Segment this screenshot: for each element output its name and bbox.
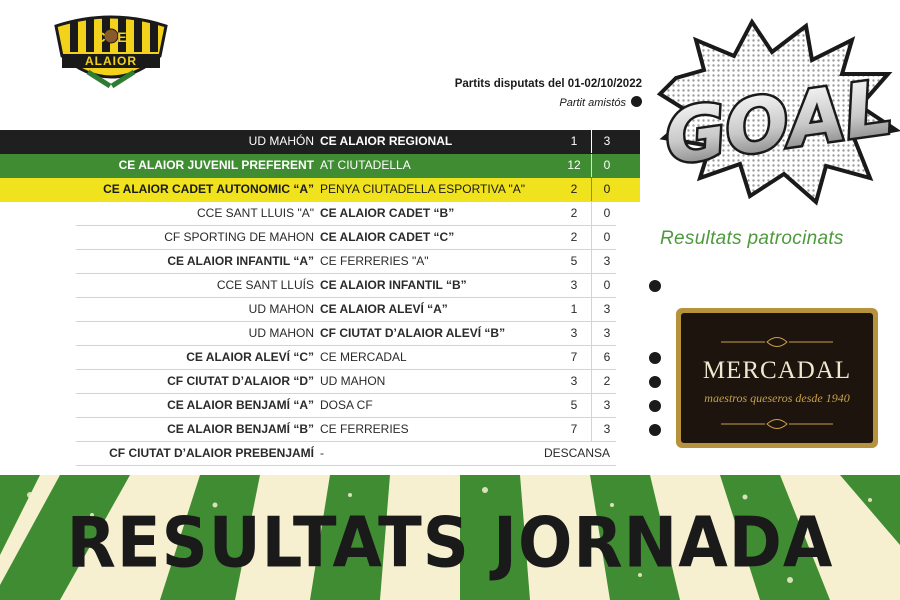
away-team: PENYA CIUTADELLA ESPORTIVA "A" <box>320 182 526 196</box>
goal-word: GOAL <box>659 64 898 182</box>
friendly-match-dot-icon <box>649 352 661 364</box>
home-team: CE ALAIOR BENJAMÍ “B” <box>167 422 314 436</box>
away-team: CE MERCADAL <box>320 350 407 364</box>
away-score: 3 <box>603 134 611 148</box>
away-score: 3 <box>603 302 611 316</box>
score-divider <box>591 322 592 345</box>
home-score: 12 <box>567 158 581 172</box>
score-divider <box>591 250 592 273</box>
home-team: CE ALAIOR ALEVÍ “C” <box>186 350 314 364</box>
result-row <box>76 202 616 226</box>
away-score: 0 <box>603 206 611 220</box>
away-team: CE FERRERIES <box>320 422 409 436</box>
matches-date-range: Partits disputats del 01-02/10/2022 <box>454 78 642 90</box>
result-row <box>76 226 616 250</box>
away-score: 0 <box>603 230 611 244</box>
score-divider <box>591 394 592 417</box>
results-table <box>0 130 640 466</box>
sponsor-badge-inner <box>681 313 873 443</box>
club-logo-name: ALAIOR <box>85 54 137 68</box>
match-status: DESCANSA <box>543 446 610 460</box>
home-team: UD MAHÓN <box>248 134 314 148</box>
home-score: 2 <box>570 182 578 196</box>
sponsor-tagline: maestros queseros desde 1940 <box>704 391 850 405</box>
home-score: 3 <box>570 326 578 340</box>
home-score: 1 <box>570 134 578 148</box>
away-team: DOSA CF <box>320 398 373 412</box>
away-team: CF CIUTAT D’ALAIOR ALEVÍ “B” <box>320 326 506 340</box>
score-divider <box>591 154 592 177</box>
home-team: CCE SANT LLUIS "A" <box>197 206 314 220</box>
away-team: CE FERRERIES "A" <box>320 254 429 268</box>
home-score: 3 <box>570 374 578 388</box>
banner-title: RESULTATS JORNADA <box>66 504 834 584</box>
home-score: 5 <box>570 398 578 412</box>
sponsor-badge <box>676 308 878 448</box>
result-row <box>76 370 616 394</box>
home-team: CE ALAIOR BENJAMÍ “A” <box>167 398 314 412</box>
away-team: CE ALAIOR CADET “B” <box>320 206 455 220</box>
home-team: CF CIUTAT D’ALAIOR PREBENJAMÍ <box>109 446 314 460</box>
away-score: 0 <box>603 182 611 196</box>
ornament-top-icon <box>721 335 833 349</box>
score-divider <box>591 418 592 441</box>
away-team: AT CIUTADELLA <box>320 158 411 172</box>
result-row <box>76 298 616 322</box>
friendly-legend-dot-icon <box>631 96 642 107</box>
away-score: 2 <box>603 374 611 388</box>
home-score: 1 <box>570 302 578 316</box>
away-team: CE ALAIOR REGIONAL <box>320 134 453 148</box>
home-team: CE ALAIOR JUVENIL PREFERENT <box>118 158 314 172</box>
result-row <box>76 322 616 346</box>
result-row <box>76 346 616 370</box>
home-team: CF CIUTAT D’ALAIOR “D” <box>167 374 314 388</box>
home-team: CCE SANT LLUÍS <box>216 278 314 292</box>
score-divider <box>591 370 592 393</box>
result-row <box>76 274 616 298</box>
result-row <box>0 178 640 202</box>
away-team: - <box>320 446 324 460</box>
away-score: 0 <box>603 278 611 292</box>
club-logo-letters: C E <box>95 29 127 45</box>
away-score: 3 <box>603 254 611 268</box>
friendly-match-dot-icon <box>649 280 661 292</box>
friendly-legend-label: Partit amistós <box>559 97 626 109</box>
sponsor-name: MERCADAL <box>702 357 852 384</box>
score-divider <box>591 346 592 369</box>
score-divider <box>591 202 592 225</box>
friendly-match-dot-icon <box>649 424 661 436</box>
home-score: 7 <box>570 350 578 364</box>
score-divider <box>591 178 592 201</box>
result-row <box>0 130 640 154</box>
away-score: 3 <box>603 326 611 340</box>
away-team: UD MAHON <box>320 374 386 388</box>
home-score: 2 <box>570 230 578 244</box>
away-score: 0 <box>603 158 611 172</box>
home-score: 7 <box>570 422 578 436</box>
home-team: CE ALAIOR INFANTIL “A” <box>167 254 314 268</box>
home-team: UD MAHON <box>248 302 314 316</box>
home-team: CF SPORTING DE MAHON <box>164 230 314 244</box>
result-row <box>0 154 640 178</box>
club-crest-logo <box>48 14 174 92</box>
goal-burst-graphic <box>656 18 900 206</box>
away-team: CE ALAIOR ALEVÍ “A” <box>320 302 448 316</box>
home-score: 3 <box>570 278 578 292</box>
ornament-bottom-icon <box>721 417 833 431</box>
score-divider <box>591 274 592 297</box>
friendly-match-legend <box>380 96 642 109</box>
home-team: CE ALAIOR CADET AUTONOMIC “A” <box>103 182 314 196</box>
result-row <box>76 442 616 466</box>
home-team: UD MAHON <box>248 326 314 340</box>
score-divider <box>591 226 592 249</box>
away-team: CE ALAIOR CADET “C” <box>320 230 455 244</box>
score-divider <box>591 130 592 153</box>
score-divider <box>591 298 592 321</box>
away-team: CE ALAIOR INFANTIL “B” <box>320 278 467 292</box>
result-row <box>76 250 616 274</box>
away-score: 3 <box>603 422 611 436</box>
result-row <box>76 418 616 442</box>
home-score: 5 <box>570 254 578 268</box>
friendly-match-dot-icon <box>649 376 661 388</box>
away-score: 3 <box>603 398 611 412</box>
home-score: 2 <box>570 206 578 220</box>
sponsored-results-label: Resultats patrocinats <box>660 228 844 249</box>
away-score: 6 <box>603 350 611 364</box>
result-row <box>76 394 616 418</box>
bottom-banner <box>0 475 900 600</box>
friendly-match-dot-icon <box>649 400 661 412</box>
